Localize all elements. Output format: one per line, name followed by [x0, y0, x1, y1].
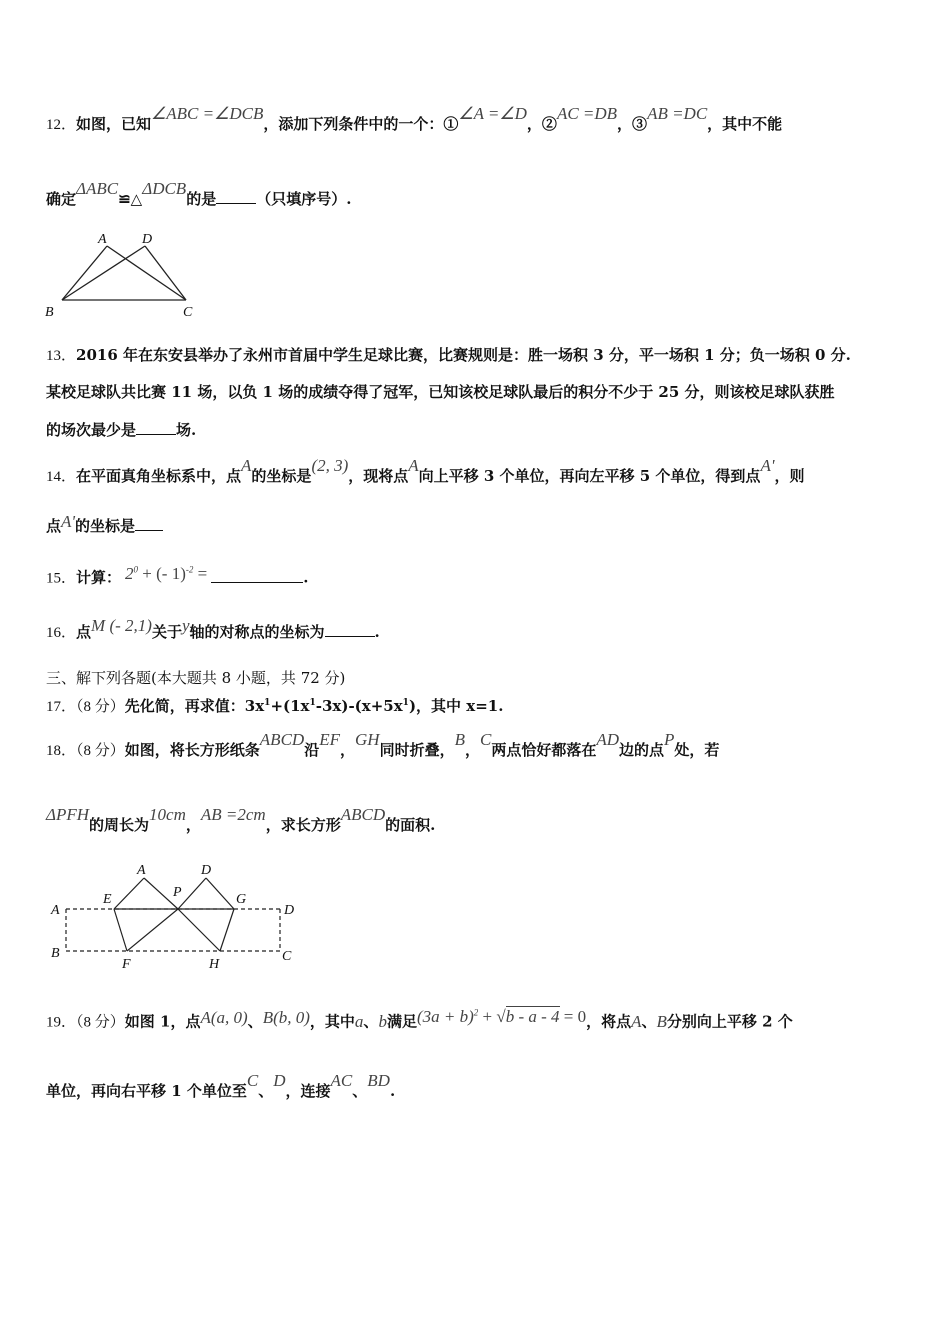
q15-number: 15．	[46, 570, 77, 587]
answer-blank	[136, 420, 176, 435]
formula: A	[241, 456, 252, 475]
formula: AD	[596, 730, 620, 749]
label-A-folded: A	[137, 863, 146, 878]
label-D: D	[142, 232, 153, 247]
answer-blank	[325, 622, 375, 637]
label-C: C	[183, 305, 193, 320]
q19-line2: 单位，再向右平移 1 个单位至C、D，连接AC、BD.	[46, 1071, 396, 1100]
formula: AB =2cm	[200, 805, 266, 824]
formula: C	[246, 1071, 259, 1090]
answer-blank	[135, 516, 163, 531]
formula: A'	[760, 456, 775, 475]
q14-line2: 点A'的坐标是	[46, 516, 163, 536]
formula: a	[354, 1011, 364, 1031]
q18-number: 18．	[46, 743, 77, 759]
formula: EF	[319, 730, 340, 749]
formula: (2, 3)	[311, 456, 349, 475]
q13-number: 13．	[46, 348, 77, 364]
formula: 10cm	[149, 805, 186, 824]
q13-line1: 13．2016 年在东安县举办了永州市首届中学生足球比赛，比赛规则是：胜一场积 3 分，平一场积 1 分；负一场积 0 分.	[46, 346, 851, 364]
formula: A	[631, 1011, 642, 1031]
q19-number: 19．	[46, 1014, 77, 1031]
formula: AC	[330, 1071, 353, 1090]
formula: B(b, 0)	[262, 1007, 310, 1027]
label-B: B	[51, 946, 60, 961]
q12-triangle-figure	[40, 228, 210, 323]
q12-number: 12．	[46, 117, 77, 133]
label-B: B	[45, 305, 54, 320]
score: （8 分）	[76, 1014, 125, 1031]
formula: $(3a + b)^2 + √b - a - 4 = 0$	[416, 1006, 587, 1026]
label-F: F	[122, 957, 131, 972]
formula: M (- 2,1)	[91, 616, 152, 635]
formula: ∠ABC =∠DCB	[151, 104, 264, 123]
formula: AC =DB	[556, 104, 618, 123]
label-D: D	[284, 903, 295, 918]
answer-blank	[216, 189, 256, 204]
q12-line2: 确定ΔABC≌△ΔDCB的是 （只填序号）.	[46, 179, 352, 208]
q18-folding-figure	[44, 858, 304, 973]
label-P: P	[173, 885, 182, 900]
formula: y	[181, 616, 190, 635]
score: （8 分）	[76, 699, 125, 715]
q18-line2: ΔPFH的周长为10cm，AB =2cm，求长方形ABCD的面积.	[46, 805, 436, 834]
formula: A'	[61, 512, 76, 531]
q19-line1: 19．（8 分）如图 1，点A(a, 0)、B(b, 0)，其中a、b满足$(3a + b)^2 + √b - a - 4 = 0$，将点A、B分别向上平移 2 个	[46, 1006, 793, 1031]
score: （8 分）	[76, 743, 125, 759]
label-C: C	[282, 949, 292, 964]
label-D-folded: D	[201, 863, 212, 878]
q14-line1: 14．在平面真角坐标系中，点A的坐标是(2, 3)，现将点A向上平移 3 个单位，再向左平移 5 个单位，得到点A'，则	[46, 456, 805, 485]
formula: $2^0$ + (- 1)$^{-2}$ =	[125, 563, 208, 583]
q16-line: 16．点M (- 2,1)关于y轴的对称点的坐标为 .	[46, 616, 380, 641]
q14-number: 14．	[46, 469, 77, 485]
q15-line: 15．计算： $2^0$ + (- 1)$^{-2}$ = .	[46, 563, 309, 587]
formula: A	[408, 456, 419, 475]
formula: D	[273, 1071, 286, 1090]
formula: BD	[367, 1071, 390, 1090]
label-A: A	[98, 232, 107, 247]
label-A: A	[51, 903, 60, 918]
q18-line1: 18．（8 分）如图，将长方形纸条ABCD沿EF，GH同时折叠，B，C两点恰好都落在AD边的点P处，若	[46, 730, 720, 759]
formula: ∠A =∠D	[458, 104, 527, 123]
label-E: E	[103, 892, 112, 907]
formula: ΔDCB	[142, 179, 187, 198]
formula: A(a, 0)	[200, 1007, 248, 1027]
formula: ΔABC	[76, 179, 119, 198]
formula: AB =DC	[647, 104, 708, 123]
formula: b	[378, 1011, 387, 1031]
q16-number: 16．	[46, 625, 77, 641]
formula: P	[664, 730, 675, 749]
section-title: 三、解下列各题(本大题共 8 小题，共 72 分)	[46, 669, 346, 687]
q13-line3: 的场次最少是 场.	[46, 421, 197, 439]
label-G: G	[236, 892, 247, 907]
formula: B	[454, 730, 465, 749]
formula: ΔPFH	[46, 805, 90, 824]
formula: GH	[355, 730, 380, 749]
q13-line2: 某校足球队共比赛 11 场，以负 1 场的成绩夺得了冠军，已知该校足球队最后的积分不少于 25 分，则该校足球队获胜	[46, 383, 835, 401]
answer-blank	[211, 568, 303, 583]
q12-line1: 12．如图，已知∠ABC =∠DCB，添加下列条件中的一个：①∠A =∠D，②AC =DB，③AB =DC，其中不能	[46, 104, 783, 133]
label-H: H	[209, 957, 220, 972]
q17-line: 17．（8 分）先化简，再求值：$3x^1+(1x^1-3x)-(x+5x^1)$，其中 x=1.	[46, 697, 504, 715]
formula: ABCD	[259, 730, 305, 749]
formula: ABCD	[340, 805, 386, 824]
q17-number: 17．	[46, 699, 77, 715]
formula: B	[656, 1011, 667, 1031]
formula: C	[479, 730, 492, 749]
